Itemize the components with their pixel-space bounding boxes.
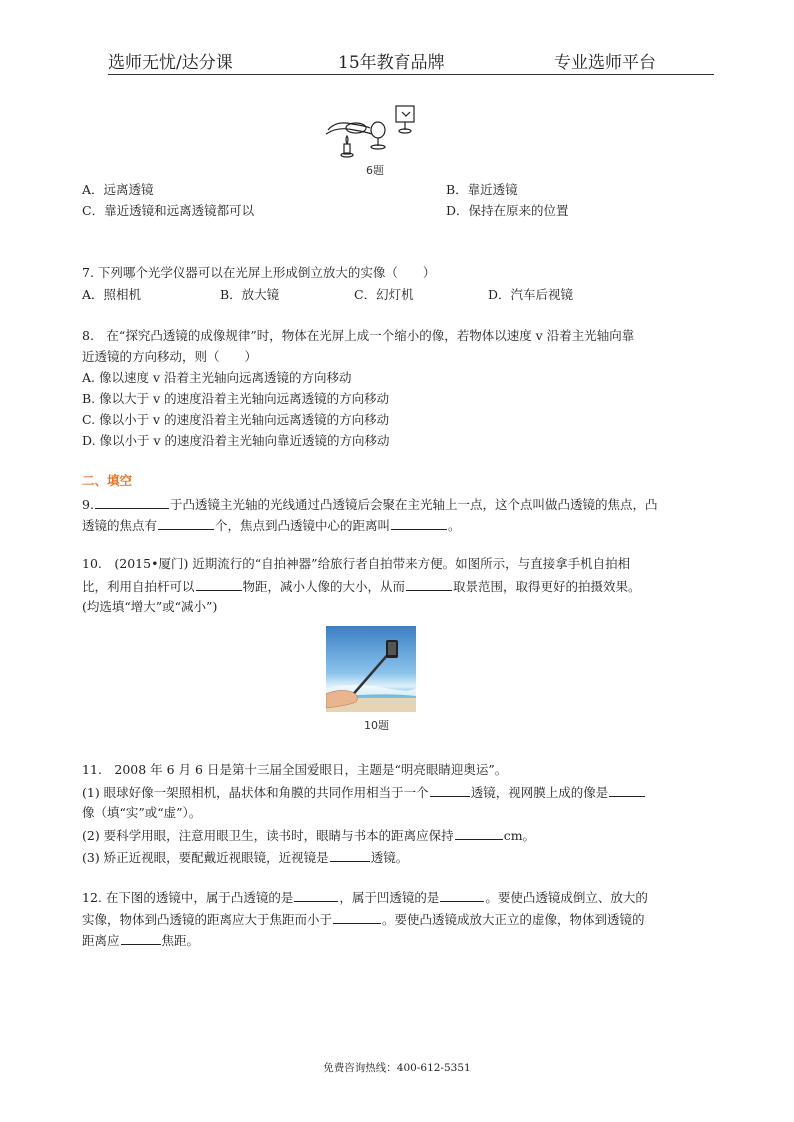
q10-blank-1[interactable] — [196, 578, 242, 591]
q9-number: 9. — [82, 497, 94, 512]
q12-text-5: 。要使凸透镜成放大正立的虚像，物体到透镜的 — [382, 912, 645, 927]
q12-blank-3[interactable] — [333, 911, 381, 924]
q11-sub3 — [82, 849, 408, 866]
footer-hotline: 免费咨询热线：400-612-5351 — [323, 1062, 471, 1074]
q11-sub1-line1 — [82, 784, 646, 801]
q9-text-2: 透镜的焦点有 — [82, 518, 158, 533]
q6-figure-caption: 6题 — [366, 164, 384, 177]
q11-blank-4[interactable] — [330, 849, 370, 862]
q9-blank-2[interactable] — [158, 517, 214, 530]
q11-sub3-text-1: (3) 矫正近视眼，要配戴近视眼镜，近视镜是 — [82, 850, 329, 865]
q9-text-4: 。 — [448, 518, 461, 533]
q9-blank-1[interactable] — [95, 496, 169, 509]
q10-figure-caption: 10题 — [364, 719, 389, 732]
header-center-text: 15年教育品牌 — [338, 53, 445, 73]
q8-option-a: A. 像以速度 v 沿着主光轴向远离透镜的方向移动 — [82, 370, 352, 385]
q12-blank-1[interactable] — [294, 889, 338, 902]
q11-sub1-text-1: (1) 眼球好像一架照相机，晶状体和角膜的共同作用相当于一个 — [82, 785, 429, 800]
q10-line3: (均选填“增大”或“减小”) — [82, 599, 218, 614]
q10-line2 — [82, 578, 641, 595]
q11-blank-2[interactable] — [609, 784, 645, 797]
page-header — [108, 48, 714, 75]
q9-text-1: 于凸透镜主光轴的光线通过凸透镜后会聚在主光轴上一点，这个点叫做凸透镜的焦点，凸 — [169, 497, 658, 512]
q7-option-c: C．幻灯机 — [354, 287, 414, 302]
q9-blank-3[interactable] — [391, 517, 447, 530]
q8-option-c: C. 像以小于 v 的速度沿着主光轴向远离透镜的方向移动 — [82, 412, 390, 427]
q10-text-1: 比，利用自拍杆可以 — [82, 579, 195, 594]
q7-option-b: B．放大镜 — [220, 287, 280, 302]
q12-text-3: 。要使凸透镜成倒立、放大的 — [485, 890, 648, 905]
q8-stem-line1: 8. 在“探究凸透镜的成像规律”时，物体在光屏上成一个缩小的像，若物体以速度 v 沿着主光轴向靠 — [82, 328, 635, 343]
q12-line1 — [82, 889, 648, 906]
q11-blank-3[interactable] — [455, 827, 503, 840]
q6-option-a: A．远离透镜 — [82, 182, 154, 197]
q8-option-b: B. 像以大于 v 的速度沿着主光轴向远离透镜的方向移动 — [82, 391, 390, 406]
q8-stem-line2: 近透镜的方向移动，则（ ） — [82, 349, 258, 364]
q12-blank-2[interactable] — [440, 889, 484, 902]
header-right-text: 专业选师平台 — [554, 53, 656, 73]
section-title-fill-in: 二、填空 — [82, 473, 133, 488]
q6-optics-figure — [322, 100, 422, 162]
q11-sub2 — [82, 827, 535, 844]
q9-line2 — [82, 517, 461, 534]
q7-stem: 7. 下列哪个光学仪器可以在光屏上形成倒立放大的实像（ ） — [82, 265, 436, 280]
q12-text-6: 距离应 — [82, 933, 120, 948]
q10-blank-2[interactable] — [406, 578, 452, 591]
q12-line2 — [82, 911, 645, 928]
q9-text-3: 个，焦点到凸透镜中心的距离叫 — [215, 518, 391, 533]
q11-blank-1[interactable] — [430, 784, 470, 797]
q11-sub2-text-1: (2) 要科学用眼，注意用眼卫生，读书时，眼睛与书本的距离应保持 — [82, 828, 454, 843]
q12-line3 — [82, 932, 199, 949]
q12-text-4: 实像，物体到凸透镜的距离应大于焦距而小于 — [82, 912, 333, 927]
q12-text-2: ，属于凹透镜的是 — [339, 890, 440, 905]
q10-text-2: 物距，减小人像的大小，从而 — [242, 579, 406, 594]
q11-stem: 11. 2008 年 6 月 6 日是第十三届全国爱眼日，主题是“明亮眼睛迎奥运”。 — [82, 762, 508, 777]
q6-option-c: C．靠近透镜和远离透镜都可以 — [82, 203, 255, 218]
q9-line1 — [82, 496, 657, 513]
q6-option-b: B．靠近透镜 — [446, 182, 518, 197]
header-left-text: 选师无忧/达分课 — [108, 53, 233, 73]
q10-text-3: 取景范围，取得更好的拍摄效果。 — [453, 579, 641, 594]
q8-option-d: D. 像以小于 v 的速度沿着主光轴向靠近透镜的方向移动 — [82, 433, 390, 448]
q11-sub3-text-2: 透镜。 — [370, 850, 409, 865]
q12-text-1: 12. 在下图的透镜中，属于凸透镜的是 — [82, 890, 294, 905]
q11-sub2-text-2: cm。 — [503, 828, 536, 843]
q7-option-d: D．汽车后视镜 — [488, 287, 574, 302]
q7-option-a: A．照相机 — [82, 287, 142, 302]
q6-option-d: D．保持在原来的位置 — [446, 203, 569, 218]
q12-blank-4[interactable] — [121, 932, 161, 945]
q10-line1: 10. (2015•厦门) 近期流行的“自拍神器”给旅行者自拍带来方便。如图所示，与直接拿手机自拍相 — [82, 556, 631, 571]
q10-selfie-stick-photo — [326, 626, 416, 712]
q11-sub1-text-2: 透镜，视网膜上成的像是 — [470, 785, 609, 800]
q12-text-7: 焦距。 — [161, 933, 200, 948]
q11-sub1-line2: 像（填“实”或“虚”）。 — [82, 805, 202, 820]
